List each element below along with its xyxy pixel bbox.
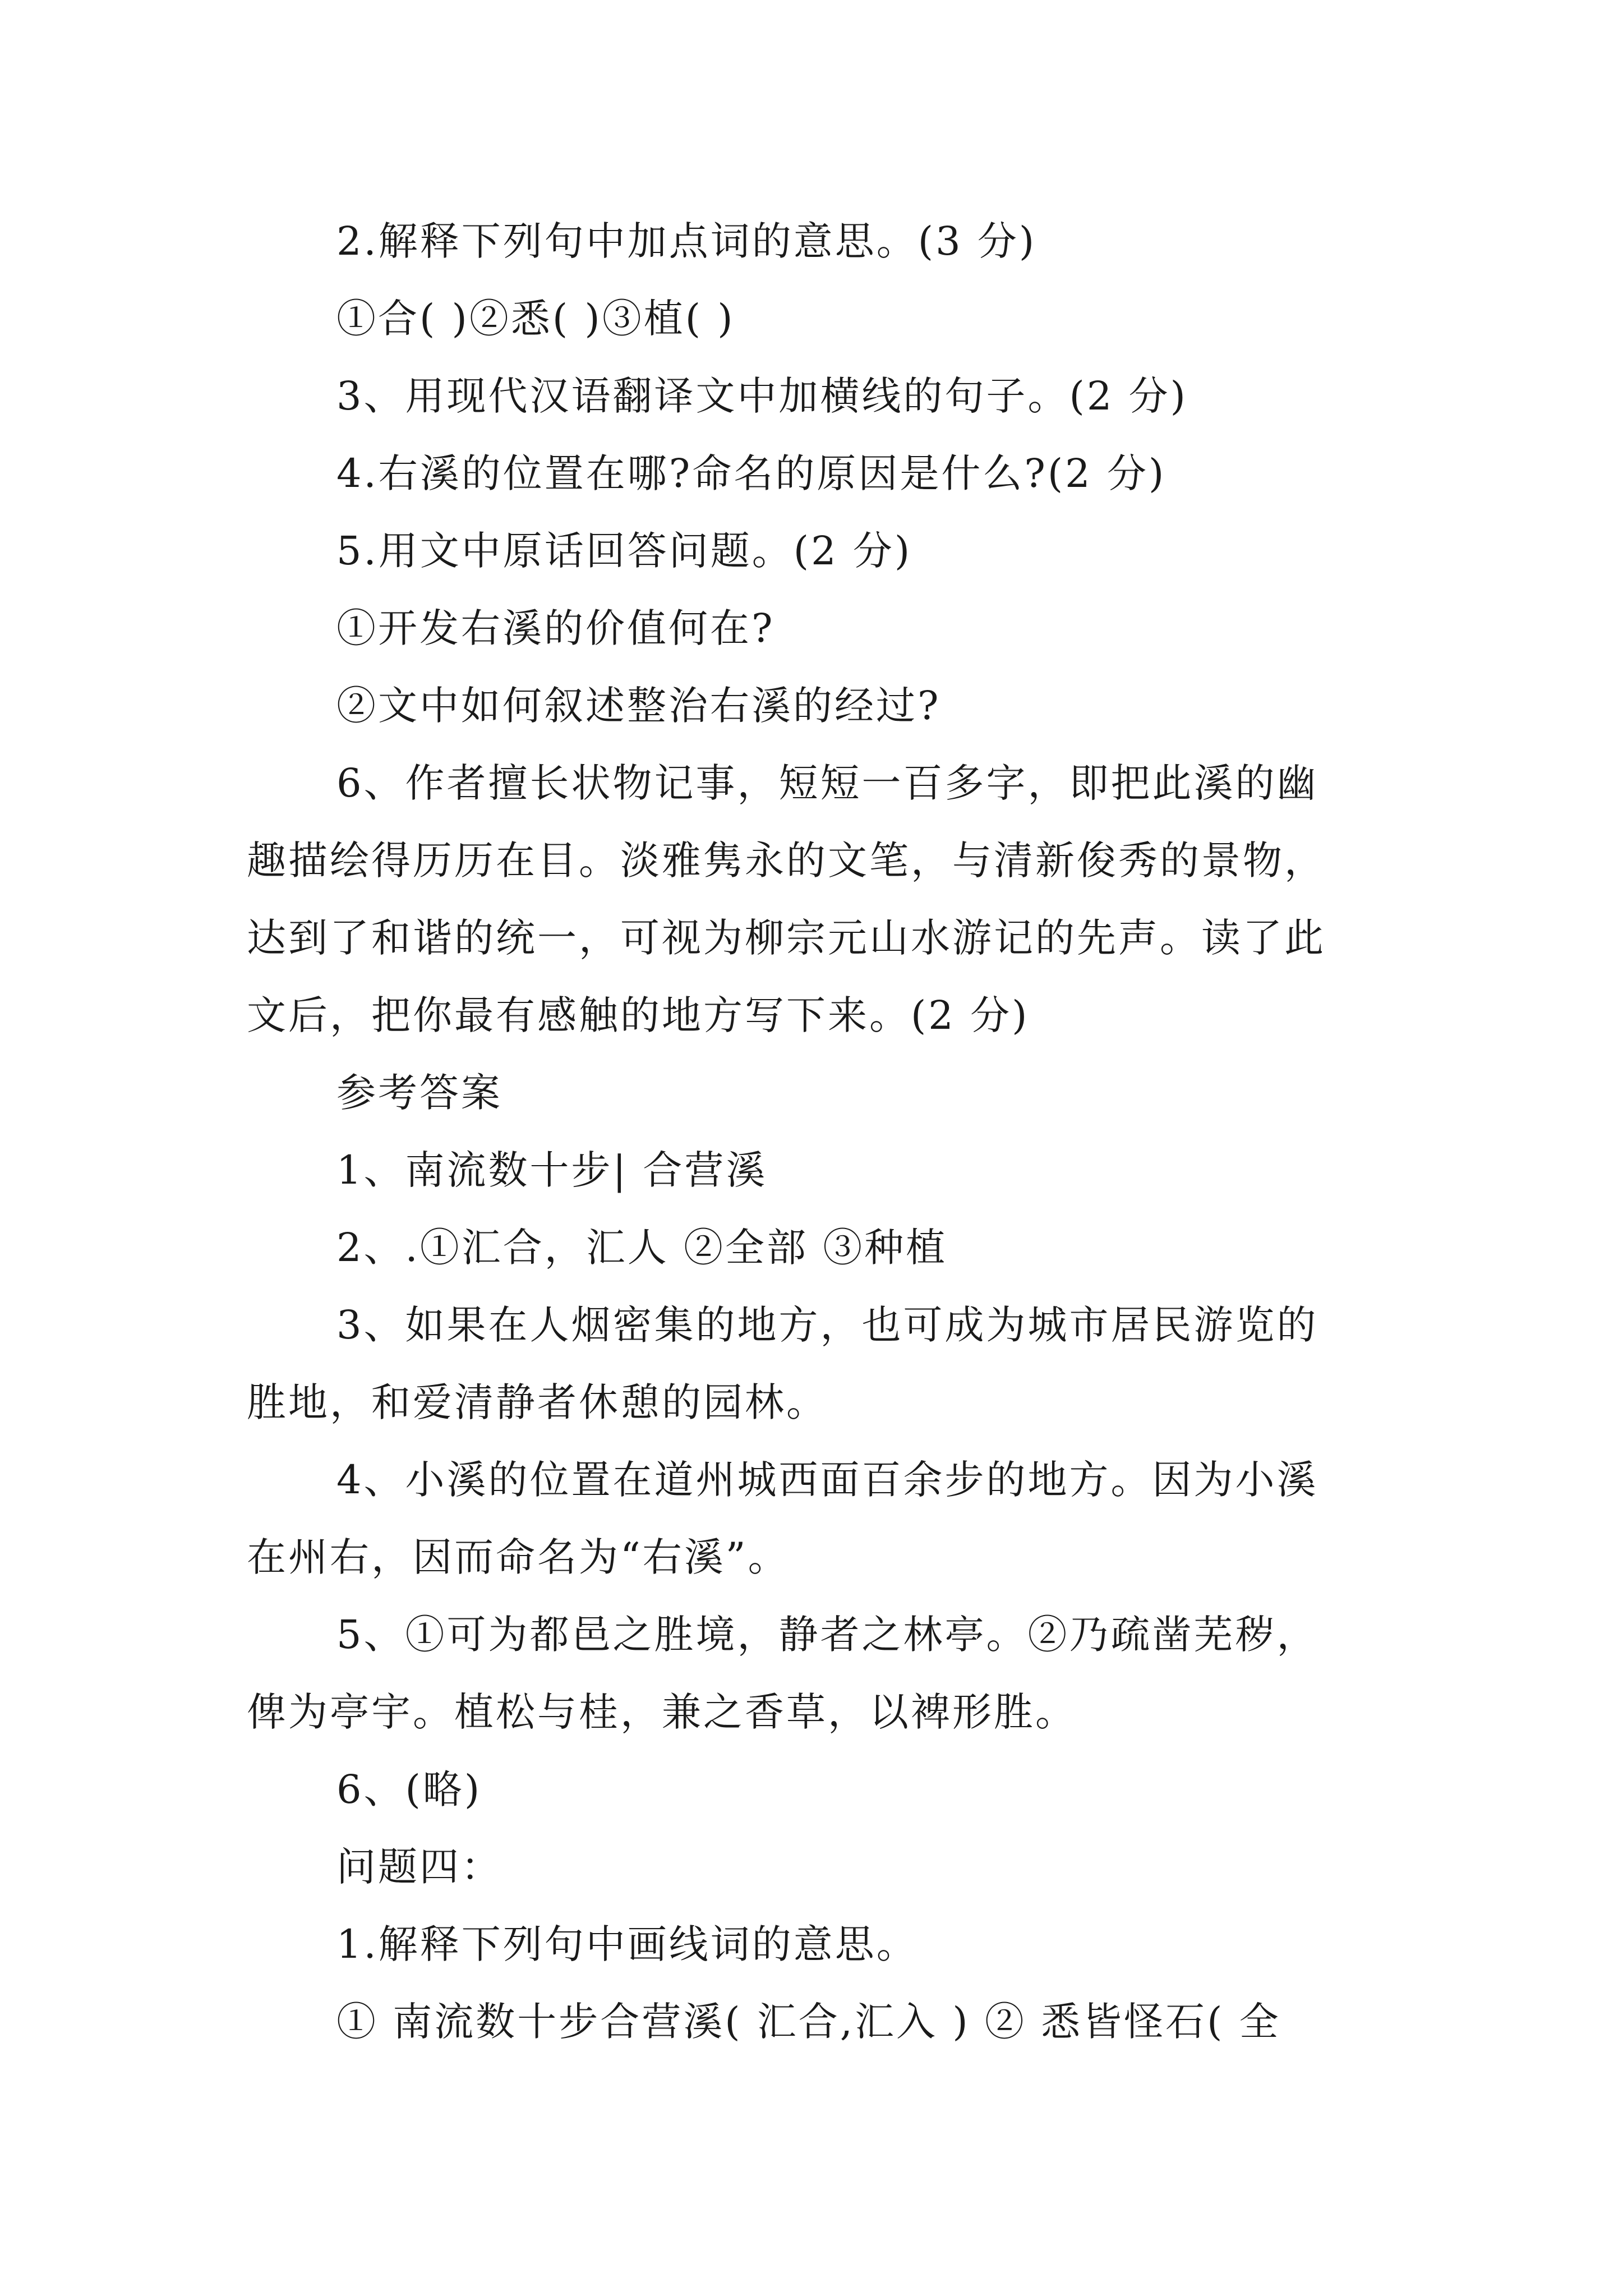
answer-5-line-1: 5、①可为都邑之胜境，静者之林亭。②乃疏凿芜秽， [336,1612,1318,1658]
answer-4-line-2: 在州右，因而命名为“右溪”。 [247,1534,790,1580]
section-4-question-1: 1.解释下列句中画线词的意思。 [336,1921,918,1967]
question-5-part-2: ②文中如何叙述整治右溪的经过? [336,683,941,729]
question-2-title: 2.解释下列句中加点词的意思。(3 分) [336,218,1037,264]
question-3-title: 3、用现代汉语翻译文中加横线的句子。(2 分) [336,373,1188,419]
answer-3-line-1: 3、如果在人烟密集的地方，也可成为城市居民游览的 [336,1302,1318,1348]
document-body [247,208,1402,2065]
question-4-title: 4.右溪的位置在哪?命名的原因是什么?(2 分) [336,450,1166,496]
question-2-blanks: ①合( )②悉( )③植( ) [336,296,735,342]
section-4-question-1-items: ① 南流数十步合营溪( 汇合,汇入 ) ② 悉皆怪石( 全 [336,1999,1281,2045]
answer-3-line-2: 胜地，和爱清静者休憩的园林。 [247,1379,828,1425]
question-6-line-2: 趣描绘得历历在目。淡雅隽永的文笔，与清新俊秀的景物， [247,838,1326,884]
answer-2: 2、.①汇合，汇人 ②全部 ③种植 [336,1225,948,1271]
answer-5-line-2: 俾为亭宇。植松与桂，兼之香草，以裨形胜。 [247,1689,1077,1735]
question-6-line-4: 文后，把你最有感触的地方写下来。(2 分) [247,992,1030,1038]
question-5-title: 5.用文中原话回答问题。(2 分) [336,528,912,574]
answer-6: 6、(略) [336,1766,482,1812]
answer-4-line-1: 4、小溪的位置在道州城西面百余步的地方。因为小溪 [336,1457,1318,1503]
question-5-part-1: ①开发右溪的价值何在? [336,605,775,651]
question-6-line-3: 达到了和谐的统一，可视为柳宗元山水游记的先声。读了此 [247,915,1326,961]
section-4-heading: 问题四： [336,1844,502,1890]
answer-1: 1、南流数十步| 合营溪 [336,1147,768,1193]
question-6-line-1: 6、作者擅长状物记事，短短一百多字，即把此溪的幽 [336,760,1318,806]
answers-heading: 参考答案 [336,1070,502,1116]
